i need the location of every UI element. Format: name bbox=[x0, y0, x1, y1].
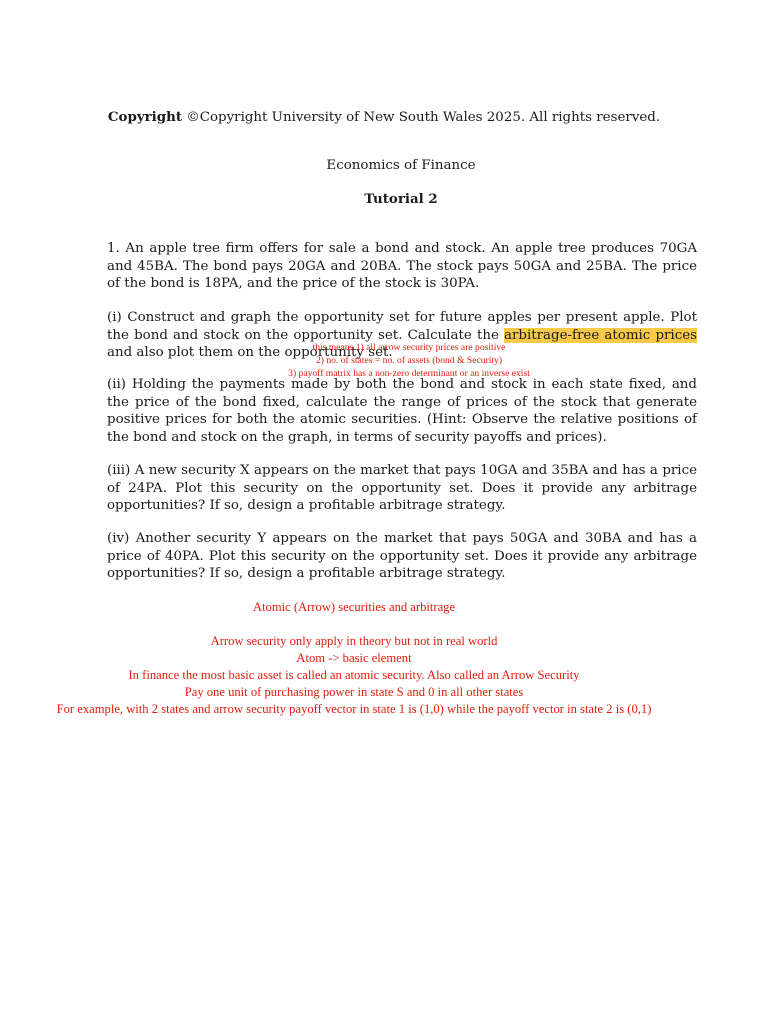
highlighted-phrase: arbitrage-free atomic prices bbox=[504, 327, 697, 343]
question-part-ii: (ii) Holding the payments made by both the bond and stock in each state fixed, and the price of the bond fixed, calculate the range of prices of the stock that generate positive prices for both the atomic securities. (Hint: Observe the relative positions of the bond and stock on the graph, in terms of security payoffs and prices). bbox=[107, 377, 697, 445]
annotation-line-3: In finance the most basic asset is called an atomic security. Also called an Arrow Security bbox=[128, 668, 580, 682]
copyright-label: Copyright bbox=[107, 109, 183, 125]
annotation-line-1: Arrow security only apply in theory but not in real world bbox=[210, 634, 498, 648]
question-part-iv: (iv) Another security Y appears on the market that pays 50GA and 30BA and has a price of 40PA. Plot this security on the opportunity set. Does it provide any arbitrage opportunities? If so, design a profitable arbitrage strategy. bbox=[107, 531, 697, 582]
question-part-i bbox=[107, 309, 697, 362]
part-i-text-end: and also plot them on the opportunity set. bbox=[107, 345, 393, 361]
copyright-text: Copyright University of New South Wales 2025. All rights reserved. bbox=[199, 110, 661, 125]
annotation-small-1: this means 1) all arrow security prices are positive bbox=[312, 342, 506, 353]
part-i-text-start: (i) Construct and graph the opportunity set for future apples per present apple. Plot the bond and stock on the opportunity set. Calculate the bbox=[107, 310, 697, 343]
course-title: Economics of Finance bbox=[326, 158, 476, 173]
annotation-line-5: For example, with 2 states and arrow security payoff vector in state 1 is (1,0) while the payoff vector in state 2 is (0,1) bbox=[56, 702, 652, 716]
tutorial-title: Tutorial 2 bbox=[364, 191, 438, 207]
annotation-small-3: 3) payoff matrix has a non-zero determinant or an inverse exist bbox=[288, 368, 530, 379]
annotation-line-2: Atom -> basic element bbox=[296, 651, 412, 665]
annotation-heading: Atomic (Arrow) securities and arbitrage bbox=[252, 600, 456, 614]
copyright-line bbox=[0, 109, 768, 125]
annotation-line-4: Pay one unit of purchasing power in state S and 0 in all other states bbox=[184, 685, 524, 699]
copyright-symbol: © bbox=[186, 110, 200, 125]
question-part-iii: (iii) A new security X appears on the market that pays 10GA and 35BA and has a price of 24PA. Plot this security on the opportunity set. Does it provide any arbitrage opportunities? If so, design a profitable arbitrage strategy. bbox=[107, 463, 697, 514]
question-intro: 1. An apple tree firm offers for sale a bond and stock. An apple tree produces 70GA and 45BA. The bond pays 20GA and 20BA. The stock pays 50GA and 25BA. The price of the bond is 18PA, and the price of the stock is 30PA. bbox=[107, 241, 697, 292]
annotation-small-2: 2) no. of states = no. of assets (bond & Security) bbox=[315, 355, 503, 366]
